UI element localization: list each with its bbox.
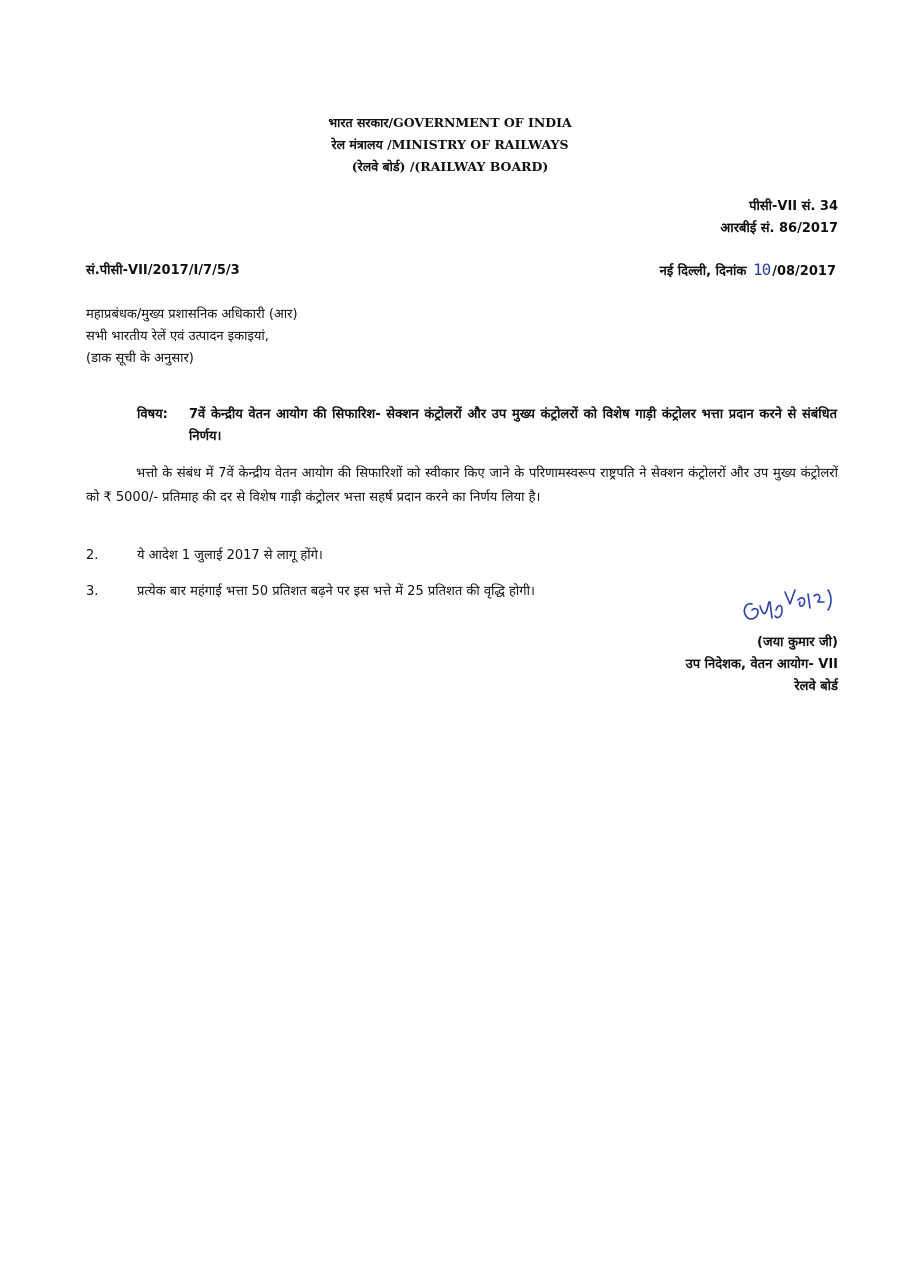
date-day-handwritten: 10 [752, 260, 771, 279]
item-2-number: 2. [86, 548, 99, 563]
item-3-number: 3. [86, 584, 99, 599]
pc-number: पीसी-VII सं. 34 [749, 199, 838, 214]
file-number: सं.पीसी-VII/2017/I/7/5/3 [86, 263, 240, 278]
subject-label: विषय: [137, 407, 168, 422]
letterhead-ministry: रेल मंत्रालय /MINISTRY OF RAILWAYS [331, 137, 569, 152]
circular-numbers [720, 196, 838, 240]
body-paragraph-1: भत्तो के संबंध में 7वें केन्द्रीय वेतन आयोग की सिफारिशों को स्वीकार किए जाने के परिणामस्वरूप राष्ट्रपति ने सेक्शन कंट्रोलरों और उप मुख्य कंट्रोलरों को ₹ 5000/- प्रतिमाह की दर से विशेष गाड़ी कंट्रोलर भत्ता सहर्ष प्रदान करने का निर्णय लिया है। [86, 466, 838, 505]
numbered-item-2 [86, 545, 838, 567]
issue-date [660, 260, 836, 279]
letterhead-government: भारत सरकार/GOVERNMENT OF INDIA [328, 115, 572, 130]
addressee-line-3: (डाक सूची के अनुसार) [86, 351, 194, 366]
addressee-block [86, 304, 298, 370]
numbered-item-3 [86, 581, 838, 603]
handwritten-signature [738, 582, 846, 626]
reference-line [86, 260, 836, 280]
item-2-text: ये आदेश 1 जुलाई 2017 से लागू होंगे। [137, 548, 323, 563]
addressee-line-2: सभी भारतीय रेलें एवं उत्पादन इकाइयां, [86, 329, 269, 344]
item-3-text: प्रत्येक बार महंगाई भत्ता 50 प्रतिशत बढ़ने पर इस भत्ते में 25 प्रतिशत की वृद्धि होगी। [137, 584, 535, 599]
letterhead [0, 112, 900, 178]
addressee-line-1: महाप्रबंधक/मुख्य प्रशासनिक अधिकारी (आर) [86, 307, 298, 322]
subject-text: 7वें केन्द्रीय वेतन आयोग की सिफारिश- सेक्शन कंट्रोलरों और उप मुख्य कंट्रोलरों को विशेष गाड़ी कंट्रोलर भत्ता प्रदान करने से संबंधित निर्णय। [189, 407, 837, 444]
rbe-number: आरबीई सं. 86/2017 [720, 221, 838, 236]
subject-block [137, 404, 837, 448]
letterhead-board: (रेलवे बोर्ड) /(RAILWAY BOARD) [351, 159, 549, 174]
signatory-name: (जया कुमार जी) [757, 635, 838, 650]
signatory-office: रेलवे बोर्ड [794, 679, 838, 694]
date-suffix: /08/2017 [772, 264, 836, 279]
signatory-block [686, 632, 838, 698]
date-prefix: नई दिल्ली, दिनांक [659, 264, 747, 279]
signatory-designation: उप निदेशक, वेतन आयोग- VII [685, 657, 838, 672]
